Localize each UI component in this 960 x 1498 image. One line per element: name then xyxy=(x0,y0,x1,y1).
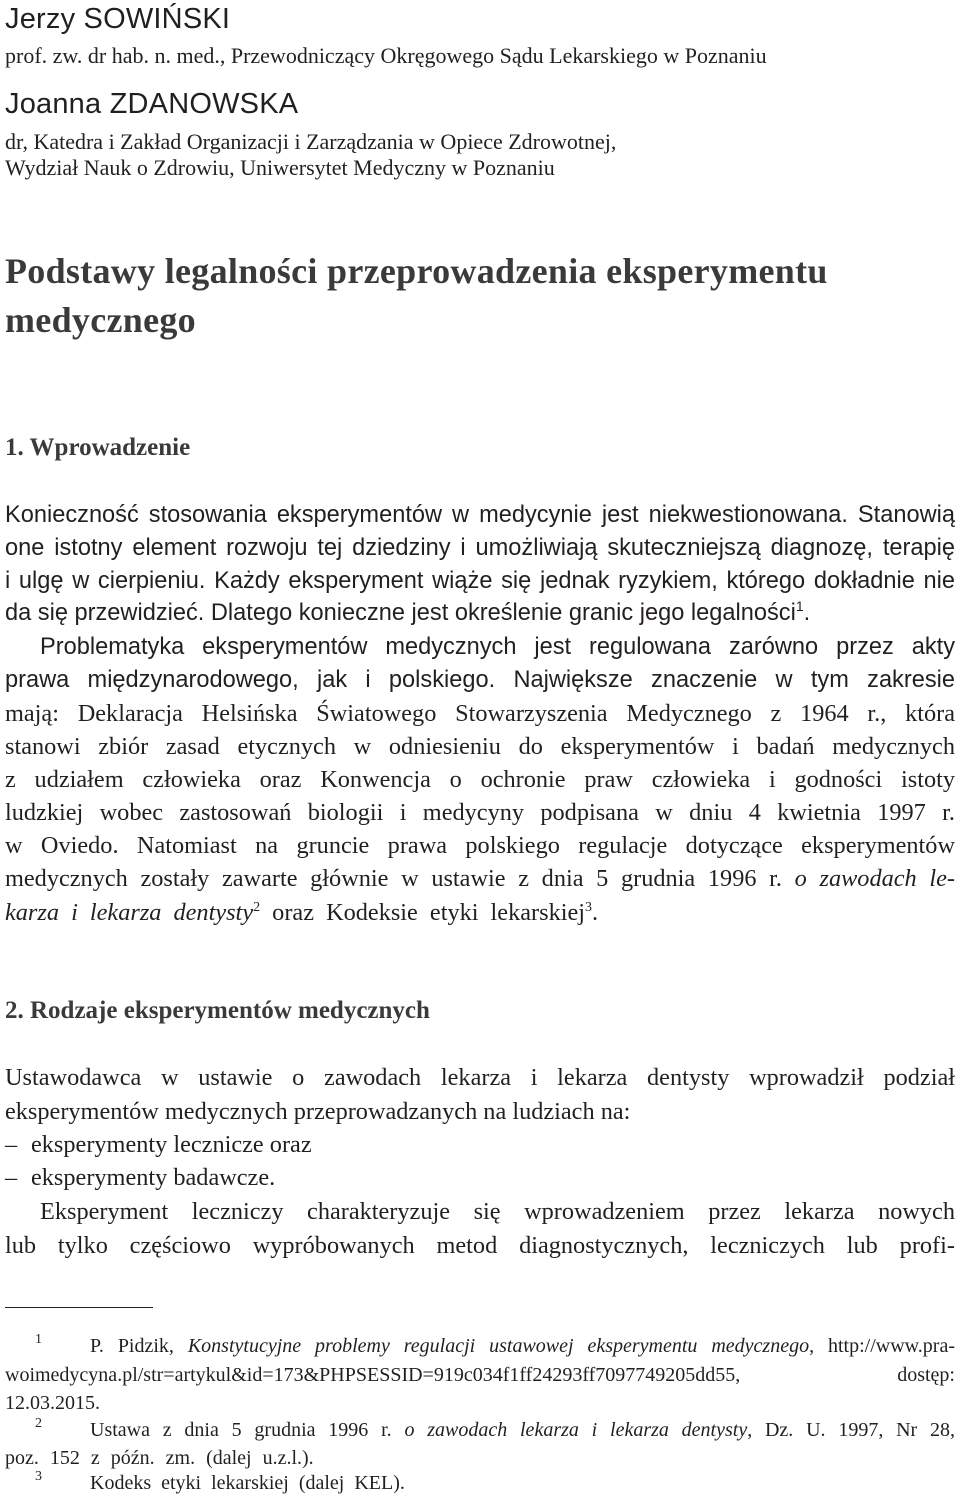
list-dash: – xyxy=(5,1131,18,1158)
list-dash: – xyxy=(5,1164,18,1191)
footnote: 12.03.2015. xyxy=(5,1392,100,1414)
article-title: medycznego xyxy=(5,300,196,340)
body-text-line xyxy=(5,863,955,895)
body-text: . xyxy=(803,600,811,626)
section-heading: 1. Wprowadzenie xyxy=(5,434,191,461)
body-text-line: Problematyka eksperymentów medycznych jest regulowana zarówno przez akty xyxy=(40,634,955,660)
section-heading: 2. Rodzaje eksperymentów medycznych xyxy=(5,997,430,1024)
body-text-line: one istotny element rozwoju tej dziedziny i umożliwiają skuteczniejszą diagnozę, terapię xyxy=(5,535,955,561)
body-text: da się przewidzieć. Dlatego konieczne jest określenie granic jego legalności xyxy=(5,600,796,626)
footnote xyxy=(35,1470,955,1496)
footnote: woimedycyna.pl/str=artykul&id=173&PHPSESSID=919c034f1ff24293ff7097749205dd55, dostęp: xyxy=(5,1364,955,1386)
list-item-text: eksperymenty badawcze. xyxy=(31,1164,276,1191)
footnote-ref: 1 xyxy=(795,598,804,615)
footnote xyxy=(35,1417,955,1443)
list-item xyxy=(5,1129,312,1161)
body-text-line: mają: Deklaracja Helsińska Światowego Stowarzyszenia Medycznego z 1964 r., która xyxy=(5,700,955,727)
author-name: Jerzy SOWIŃSKI xyxy=(5,3,231,35)
footnote xyxy=(35,1333,955,1359)
law-title: o zawodach le- xyxy=(794,865,955,892)
footnote-number: 3 xyxy=(35,1469,42,1484)
body-text-line: w Oviedo. Natomiast na gruncie prawa polskiego regulacje dotyczące eksperymentów xyxy=(5,832,955,859)
list-item xyxy=(5,1162,275,1194)
footnote-number: 1 xyxy=(35,1332,42,1347)
body-text-line: i ulgę w cierpieniu. Każdy eksperyment wiąże się jednak ryzykiem, którego dokładnie nie xyxy=(5,568,955,594)
list-item-text: eksperymenty lecznicze oraz xyxy=(31,1131,312,1158)
law-title: karza i lekarza dentysty xyxy=(5,899,254,926)
author-name: Joanna ZDANOWSKA xyxy=(5,88,299,120)
body-text-line xyxy=(5,897,955,929)
footnote-citation-title: Konstytucyjne problemy regulacji ustawowej eksperymentu medycznego xyxy=(187,1335,810,1357)
author-affiliation: prof. zw. dr hab. n. med., Przewodniczący Okręgowego Sądu Lekarskiego w Poznaniu xyxy=(5,43,767,68)
body-text-line: ludzkiej wobec zastosowań biologii i medycyny podpisana w dniu 4 kwietnia 1997 r. xyxy=(5,799,955,826)
article-title: Podstawy legalności przeprowadzenia eksperymentu xyxy=(5,251,828,291)
body-text-line: z udziałem człowieka oraz Konwencja o ochronie praw człowieka i godności istoty xyxy=(5,766,955,793)
body-text-line xyxy=(5,598,955,628)
footnote-number: 2 xyxy=(35,1416,42,1431)
body-text-line: stanowi zbiór zasad etycznych w odniesieniu do eksperymentów i badań medycznych xyxy=(5,733,955,760)
footnote-text: , http://www.pra- xyxy=(809,1335,955,1357)
body-text: medycznych zostały zawarte głównie w ustawie z dnia 5 grudnia 1996 r. xyxy=(5,865,795,892)
footnote-ref: 2 xyxy=(253,899,261,915)
footnote-text: Kodeks etyki lekarskiej (dalej KEL). xyxy=(90,1472,405,1494)
footnote-divider xyxy=(5,1307,153,1308)
body-text: oraz Kodeksie etyki lekarskiej xyxy=(260,899,586,926)
body-text-line: Ustawodawca w ustawie o zawodach lekarza i lekarza dentysty wprowadził podział xyxy=(5,1064,955,1091)
footnote-citation-title: o zawodach lekarza i lekarza dentysty xyxy=(404,1419,748,1441)
author-affiliation: dr, Katedra i Zakład Organizacji i Zarządzania w Opiece Zdrowotnej, xyxy=(5,129,617,154)
footnote-text: , Dz. U. 1997, Nr 28, xyxy=(747,1419,955,1441)
footnote-text: P. Pidzik, xyxy=(90,1335,188,1357)
footnote-text: Ustawa z dnia 5 grudnia 1996 r. xyxy=(90,1419,405,1441)
body-text-line: prawa międzynarodowego, jak i polskiego. Największe znaczenie w tym zakresie xyxy=(5,667,955,693)
body-text-line: Eksperyment leczniczy charakteryzuje się wprowadzeniem przez lekarza nowych xyxy=(40,1198,955,1225)
footnote-ref: 3 xyxy=(585,899,593,915)
footnote: poz. 152 z późn. zm. (dalej u.z.l.). xyxy=(5,1447,314,1469)
body-text-line: eksperymentów medycznych przeprowadzanych na ludziach na: xyxy=(5,1098,631,1125)
body-text: . xyxy=(592,899,599,926)
body-text-line: lub tylko częściowo wypróbowanych metod diagnostycznych, leczniczych lub profi- xyxy=(5,1232,955,1259)
body-text-line: Konieczność stosowania eksperymentów w medycynie jest niekwestionowana. Stanowią xyxy=(5,502,955,528)
author-affiliation: Wydział Nauk o Zdrowiu, Uniwersytet Medyczny w Poznaniu xyxy=(5,155,555,180)
